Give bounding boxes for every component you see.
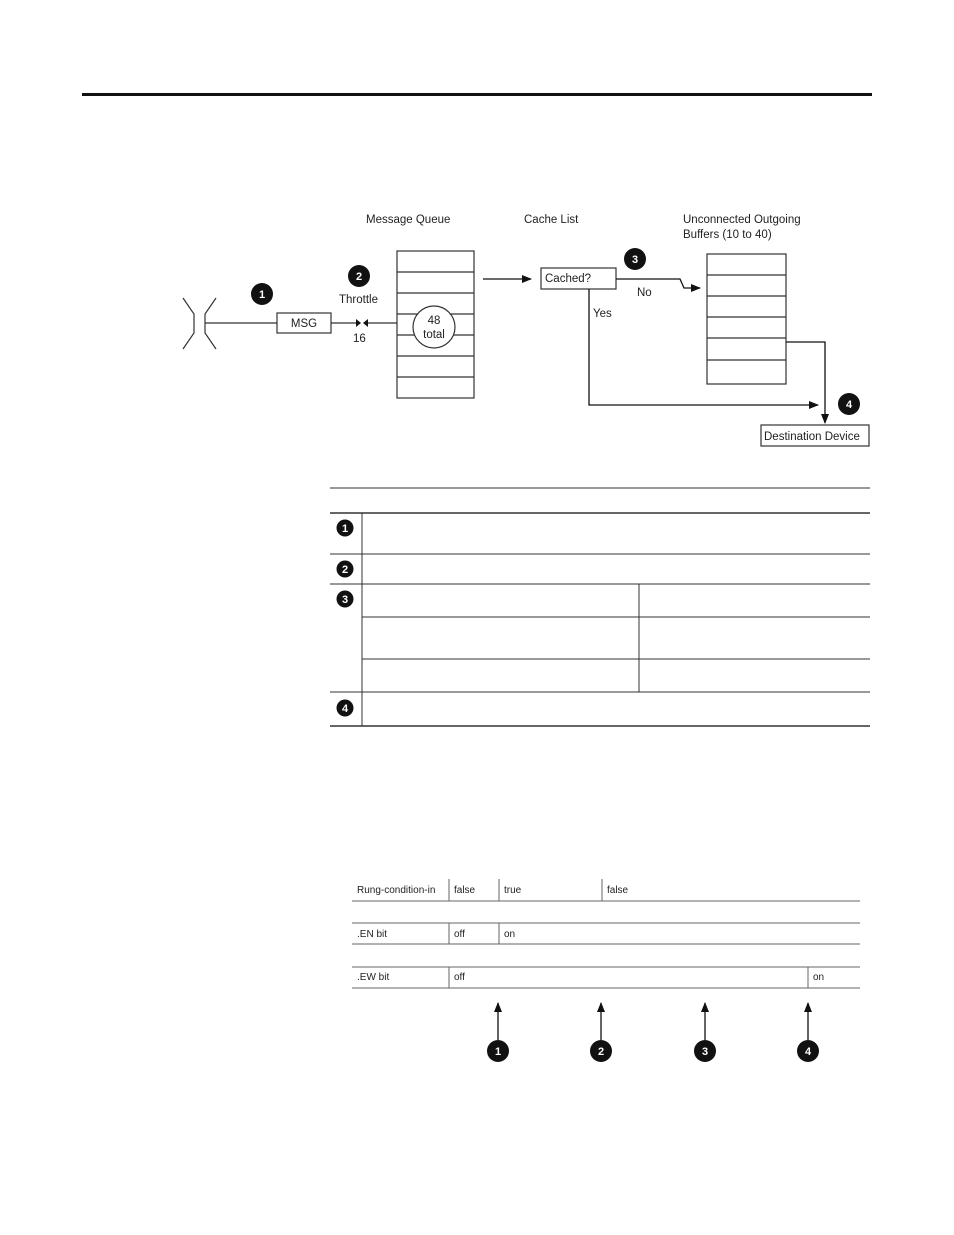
rung-state-true: true <box>504 885 522 896</box>
flow-callout-4 <box>838 393 860 415</box>
queue-total-circle <box>413 306 455 348</box>
cached-label: Cached? <box>545 273 592 285</box>
flow-callout-1 <box>251 283 273 305</box>
queue-total-label: total <box>423 329 445 341</box>
svg-text:3: 3 <box>631 254 639 266</box>
rung-condition-label: Rung-condition-in <box>357 885 436 896</box>
table-callout-3 <box>337 591 354 608</box>
ew-state-off: off <box>454 972 465 983</box>
buffers-label-line2: Buffers (10 to 40) <box>683 229 772 241</box>
en-bit-label: .EN bit <box>357 929 388 940</box>
svg-text:3: 3 <box>341 594 349 606</box>
description-table <box>330 488 870 726</box>
message-queue-label: Message Queue <box>366 214 451 226</box>
throttle-symbol <box>356 319 368 327</box>
svg-text:1: 1 <box>258 289 266 301</box>
yes-label: Yes <box>593 308 612 320</box>
svg-text:4: 4 <box>804 1046 812 1058</box>
svg-text:2: 2 <box>597 1046 605 1058</box>
en-state-off: off <box>454 929 465 940</box>
destination-label: Destination Device <box>764 431 860 443</box>
ew-bit-label: .EW bit <box>357 972 390 983</box>
svg-text:4: 4 <box>341 703 349 715</box>
table-callout-4 <box>337 700 354 717</box>
table-callout-2 <box>337 561 354 578</box>
svg-text:4: 4 <box>845 399 853 411</box>
table-callout-1 <box>337 520 354 537</box>
unconnected-buffers <box>707 254 786 384</box>
timing-callout-4 <box>797 1040 819 1062</box>
svg-text:2: 2 <box>341 564 349 576</box>
no-label: No <box>637 287 652 299</box>
message-flow-diagram <box>183 214 869 446</box>
buffers-to-destination-arrow <box>786 342 825 423</box>
rung-state-false-1: false <box>454 885 476 896</box>
ew-state-on: on <box>813 972 825 983</box>
timing-callout-1 <box>487 1040 509 1062</box>
flow-callout-2 <box>348 265 370 287</box>
timing-diagram <box>352 879 860 1062</box>
throttle-value: 16 <box>353 333 366 345</box>
timing-callout-2 <box>590 1040 612 1062</box>
no-path-arrow <box>616 279 700 288</box>
rung-state-false-2: false <box>607 885 629 896</box>
msg-label: MSG <box>290 318 318 330</box>
en-state-on: on <box>504 929 516 940</box>
timing-callout-3 <box>694 1040 716 1062</box>
cache-list-label: Cache List <box>524 214 579 226</box>
svg-text:1: 1 <box>341 523 349 535</box>
throttle-label: Throttle <box>339 294 378 306</box>
svg-text:1: 1 <box>494 1046 502 1058</box>
svg-text:3: 3 <box>701 1046 709 1058</box>
buffers-label-line1: Unconnected Outgoing <box>683 214 801 226</box>
svg-text:2: 2 <box>355 271 363 283</box>
queue-total-number: 48 <box>427 315 441 327</box>
flow-callout-3 <box>624 248 646 270</box>
